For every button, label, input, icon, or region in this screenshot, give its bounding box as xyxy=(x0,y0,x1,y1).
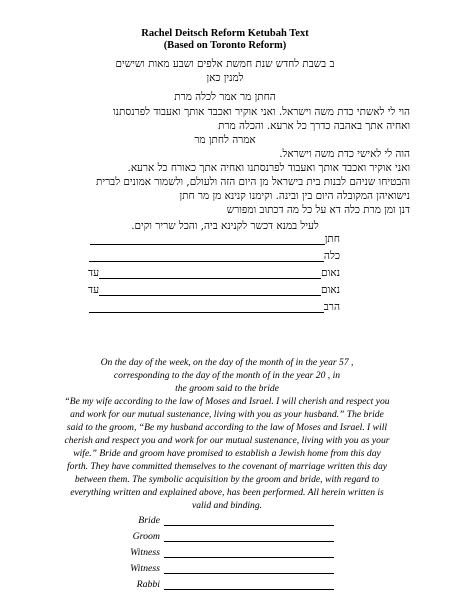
hebrew-line: הוה לי לאישי כדת משה וישראל. xyxy=(279,148,410,160)
signature-line[interactable] xyxy=(164,563,334,574)
english-line: valid and binding. xyxy=(191,500,263,511)
signature-line[interactable] xyxy=(164,531,334,542)
signature-line[interactable] xyxy=(99,285,321,296)
english-line: forth. They have committed themselves to the covenant of marriage written this day xyxy=(67,461,387,472)
signature-label: הרב xyxy=(323,301,340,313)
signature-label: חתן xyxy=(324,233,340,245)
signature-line[interactable] xyxy=(89,251,324,262)
hebrew-signature-bride xyxy=(89,250,340,262)
english-signature-groom xyxy=(100,531,380,542)
signature-label: כלה xyxy=(323,250,340,262)
signature-line[interactable] xyxy=(164,515,334,526)
english-line: everything written and explained above, has been performed. All herein written is xyxy=(70,487,384,498)
english-signature-rabbi xyxy=(100,579,380,590)
english-line: wife.” Bride and groom have promised to establish a Jewish home from this day xyxy=(73,448,381,459)
hebrew-line: ואחיה אתך באהבה כדרך כל ארעא. והכלה מרת xyxy=(218,120,410,132)
signature-label: Bride xyxy=(138,515,160,526)
signature-label: עד xyxy=(88,284,100,296)
english-line: On the day of the week, on the day of the month of in the year 57 , xyxy=(100,357,354,368)
signature-line[interactable] xyxy=(99,268,321,279)
english-signature-witness-2 xyxy=(100,563,380,574)
signature-label: Rabbi xyxy=(136,579,160,590)
document-title: Rachel Deitsch Reform Ketubah Text xyxy=(141,28,309,39)
signature-label: Witness xyxy=(130,547,160,558)
english-line: said to the groom, “Be my husband according to the law of Moses and Israel. I will xyxy=(66,422,388,433)
english-line: corresponding to the day of the month of in the year 20 , in xyxy=(113,370,341,381)
hebrew-line: אמרה לחתן מר xyxy=(194,134,256,146)
signature-label: Groom xyxy=(132,531,160,542)
english-signature-witness-1 xyxy=(100,547,380,558)
hebrew-signature-witness-1 xyxy=(88,267,340,279)
hebrew-line: הוי לי לאשתי כדת משה וישראל. ואני אוקיר ואכבד אותך ואעבוד לפרנסתנו xyxy=(112,106,410,118)
signature-prefix: נאום xyxy=(321,267,340,279)
signature-line[interactable] xyxy=(164,547,334,558)
hebrew-line: ואני אוקיר ואכבד אותך ואעבוד לפרנסתנו ואחיה אתך כאורח כל ארעא. xyxy=(127,162,410,174)
hebrew-line: ב בשבת לחדש שנת חמשת אלפים ושבע מאות ושישים xyxy=(115,58,335,70)
signature-line[interactable] xyxy=(90,234,325,245)
english-signature-bride xyxy=(100,515,380,526)
hebrew-signature-groom xyxy=(90,233,340,245)
hebrew-signature-rabbi xyxy=(89,301,340,313)
hebrew-line: והבטיחו שניהם לבנות בית בישראל מן היום הזה ולעולם, ולשמור אמונים לברית xyxy=(96,176,410,188)
hebrew-line: לעיל במנא דכשר לקנינא ביה, והכל שריר וקים. xyxy=(131,220,319,232)
signature-line[interactable] xyxy=(89,302,324,313)
hebrew-line: החתן מר אמר לכלה מרת xyxy=(174,91,276,103)
signature-label: Witness xyxy=(130,563,160,574)
english-line: cherish and respect you and work for our mutual sustenance, living with you as your xyxy=(64,435,390,446)
english-line: “Be my wife according to the law of Moses and Israel. I will cherish and respect you xyxy=(64,396,390,407)
signature-prefix: נאום xyxy=(321,284,340,296)
signature-line[interactable] xyxy=(164,579,334,590)
hebrew-signature-witness-2 xyxy=(88,284,340,296)
english-line: between them. The symbolic acquisition by the groom and bride, with regard to xyxy=(74,474,380,485)
hebrew-line: נישואיהן המקובלה היום בין ובינה. וקימנו קנינא מן מר חתן xyxy=(179,190,410,202)
hebrew-line: דנן ומן מרת כלה דא על כל מה דכתוב ומפורש xyxy=(226,204,410,216)
hebrew-line: למנין כאן xyxy=(206,72,244,84)
english-line: and work for our mutual sustenance, living with you as your husband.” The bride xyxy=(70,409,384,420)
english-line: the groom said to the bride xyxy=(175,383,279,394)
signature-label: עד xyxy=(88,267,100,279)
document-subtitle: (Based on Toronto Reform) xyxy=(163,40,287,51)
